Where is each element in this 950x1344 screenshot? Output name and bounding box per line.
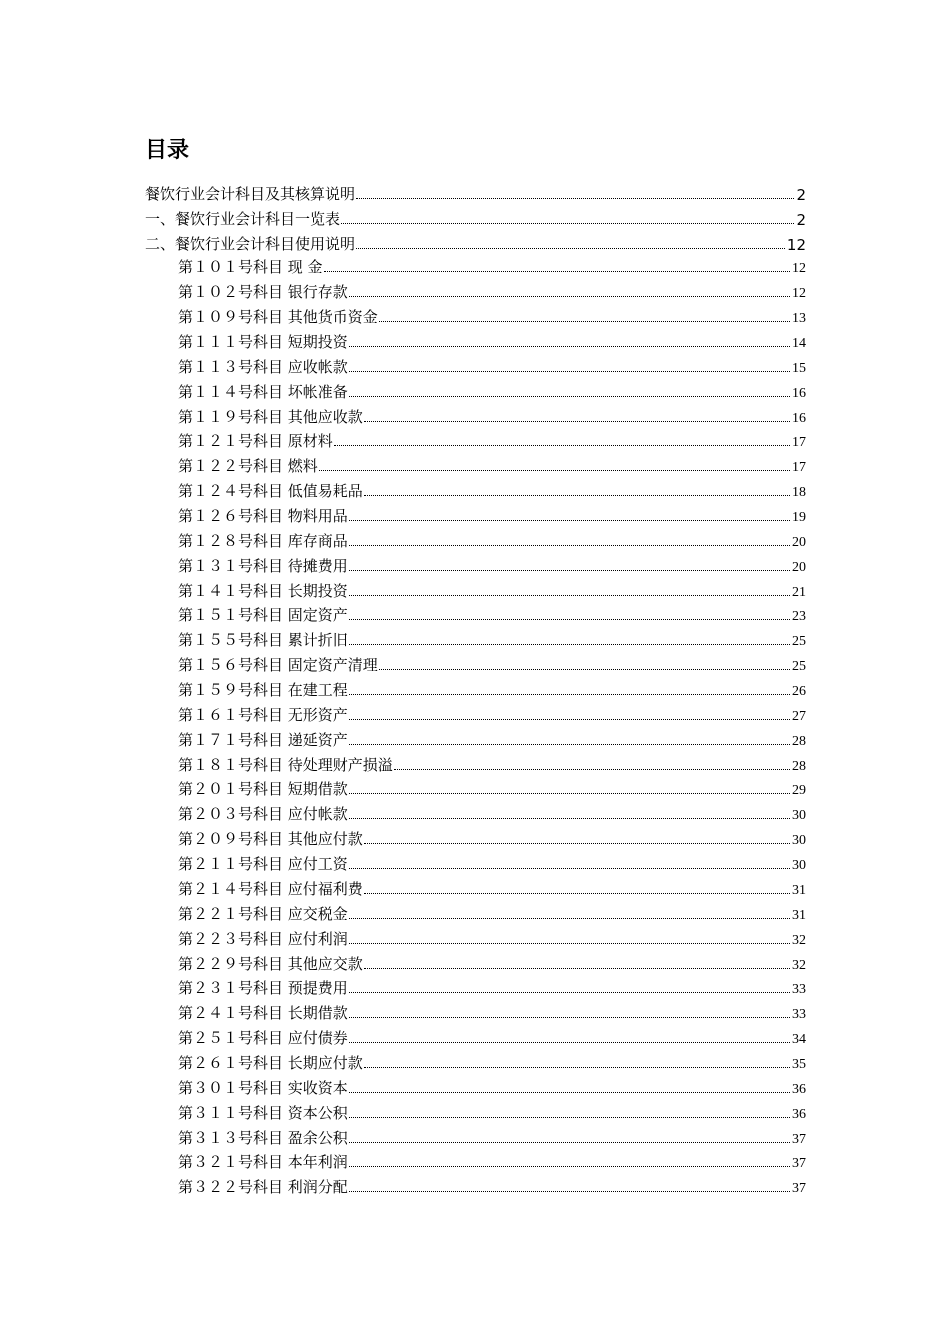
dot-leader (349, 793, 790, 794)
toc-entry[interactable] (145, 578, 806, 603)
toc-entry[interactable] (145, 453, 806, 478)
toc-entry-label: 第２６１号科目 长期应付款 (178, 1053, 363, 1072)
toc-entry[interactable] (145, 304, 806, 329)
toc-entry[interactable] (145, 478, 806, 503)
toc-entry-page-number: 17 (792, 435, 806, 451)
toc-entry-label: 第１２１号科目 原材料 (178, 432, 333, 451)
toc-entry[interactable] (145, 1025, 806, 1050)
toc-entry-label: 第２１１号科目 应付工资 (178, 855, 348, 874)
toc-entry-label: 第１２４号科目 低值易耗品 (178, 482, 363, 501)
toc-entry-label: 餐饮行业会计科目及其核算说明 (145, 184, 356, 203)
dot-leader (349, 296, 790, 297)
toc-entry-label: 第２４１号科目 长期借款 (178, 1004, 348, 1023)
toc-entry-label: 第２５１号科目 应付债券 (178, 1029, 348, 1048)
toc-entry[interactable] (145, 627, 806, 652)
toc-entry[interactable] (145, 528, 806, 553)
dot-leader (349, 744, 790, 745)
toc-entry-page-number: 21 (792, 584, 806, 600)
toc-entry-page-number: 37 (792, 1156, 806, 1172)
toc-entry-label: 第２２３号科目 应付利润 (178, 929, 348, 948)
dot-leader (319, 470, 790, 471)
toc-entry-label: 第１８１号科目 待处理财产损溢 (178, 755, 393, 774)
toc-entry[interactable] (145, 603, 806, 628)
toc-entry[interactable] (145, 1000, 806, 1025)
toc-entry[interactable] (145, 1050, 806, 1075)
dot-leader (364, 495, 790, 496)
dot-leader (349, 1117, 790, 1118)
dot-leader (349, 396, 790, 397)
toc-entry-label: 第１３１号科目 待摊费用 (178, 556, 348, 575)
toc-entry[interactable] (145, 205, 806, 230)
toc-entry[interactable] (145, 702, 806, 727)
toc-entry[interactable] (145, 876, 806, 901)
toc-entry[interactable] (145, 901, 806, 926)
toc-entry-label: 第３１３号科目 盈余公积 (178, 1128, 348, 1147)
toc-entry-page-number: 28 (792, 758, 806, 774)
toc-entry[interactable] (145, 429, 806, 454)
dot-leader (364, 421, 790, 422)
toc-entry[interactable] (145, 652, 806, 677)
toc-entry-label: 第１１４号科目 坏帐准备 (178, 382, 348, 401)
toc-entry-page-number: 34 (792, 1032, 806, 1048)
toc-entry[interactable] (145, 926, 806, 951)
dot-leader (349, 619, 790, 620)
toc-entry[interactable] (145, 826, 806, 851)
toc-entry-page-number: 13 (792, 311, 806, 327)
toc-entry-page-number: 12 (792, 261, 806, 277)
toc-entry-label: 一、餐饮行业会计科目一览表 (145, 209, 341, 228)
toc-entry-page-number: 37 (792, 1181, 806, 1197)
dot-leader (349, 1142, 790, 1143)
dot-leader (349, 1092, 790, 1093)
toc-entry-label: 第２０３号科目 应付帐款 (178, 805, 348, 824)
toc-entry[interactable] (145, 801, 806, 826)
toc-entry-label: 第１１９号科目 其他应收款 (178, 407, 363, 426)
dot-leader (379, 669, 790, 670)
toc-entry[interactable] (145, 976, 806, 1001)
dot-leader (349, 719, 790, 720)
dot-leader (349, 570, 790, 571)
toc-entry-page-number: 2 (796, 185, 806, 204)
toc-entry[interactable] (145, 503, 806, 528)
toc-entry-label: 第１０１号科目 现 金 (178, 258, 323, 277)
toc-entry-label: 第１７１号科目 递延资产 (178, 730, 348, 749)
dot-leader (364, 843, 790, 844)
toc-entry[interactable] (145, 1125, 806, 1150)
dot-leader (324, 271, 790, 272)
toc-entry[interactable] (145, 851, 806, 876)
toc-entry-label: 第１２８号科目 库存商品 (178, 531, 348, 550)
toc-entry-label: 二、餐饮行业会计科目使用说明 (145, 234, 356, 253)
toc-entry-label: 第２１４号科目 应付福利费 (178, 879, 363, 898)
dot-leader (394, 769, 790, 770)
toc-entry-page-number: 16 (792, 410, 806, 426)
dot-leader (349, 868, 790, 869)
toc-entry-page-number: 26 (792, 684, 806, 700)
toc-entry[interactable] (145, 727, 806, 752)
toc-entry-page-number: 31 (792, 882, 806, 898)
toc-entry-page-number: 23 (792, 609, 806, 625)
dot-leader (349, 918, 790, 919)
dot-leader (349, 694, 790, 695)
toc-entry-label: 第３０１号科目 实收资本 (178, 1078, 348, 1097)
toc-entry[interactable] (145, 230, 806, 255)
toc-entry-page-number: 20 (792, 534, 806, 550)
toc-entry-label: 第１４１号科目 长期投资 (178, 581, 348, 600)
toc-entry-label: 第１１３号科目 应收帐款 (178, 357, 348, 376)
dot-leader (364, 1067, 790, 1068)
toc-entry-page-number: 29 (792, 783, 806, 799)
dot-leader (379, 321, 790, 322)
toc-entry-page-number: 14 (792, 336, 806, 352)
dot-leader (334, 445, 790, 446)
toc-entry-page-number: 37 (792, 1131, 806, 1147)
toc-entry-page-number: 18 (792, 485, 806, 501)
dot-leader (364, 968, 790, 969)
dot-leader (356, 248, 785, 249)
toc-entry[interactable] (145, 180, 806, 205)
dot-leader (349, 1017, 790, 1018)
toc-entry[interactable] (145, 1075, 806, 1100)
toc-entry[interactable] (145, 752, 806, 777)
toc-entry-page-number: 20 (792, 559, 806, 575)
dot-leader (356, 198, 794, 199)
toc-entry-page-number: 16 (792, 385, 806, 401)
toc-entry-page-number: 25 (792, 659, 806, 675)
toc-entry-label: 第２２１号科目 应交税金 (178, 904, 348, 923)
toc-entry-label: 第３２２号科目 利润分配 (178, 1178, 348, 1197)
toc-entry-page-number: 12 (792, 286, 806, 302)
dot-leader (349, 1166, 790, 1167)
toc-entry-label: 第１５１号科目 固定资产 (178, 606, 348, 625)
toc-entry[interactable] (145, 1174, 806, 1199)
toc-entry-page-number: 25 (792, 634, 806, 650)
toc-entry[interactable] (145, 379, 806, 404)
table-of-contents (145, 180, 806, 1199)
toc-entry[interactable] (145, 404, 806, 429)
toc-entry-page-number: 30 (792, 808, 806, 824)
toc-entry-label: 第１１１号科目 短期投资 (178, 333, 348, 352)
toc-entry-page-number: 36 (792, 1106, 806, 1122)
toc-entry[interactable] (145, 329, 806, 354)
toc-entry-page-number: 30 (792, 833, 806, 849)
dot-leader (349, 1191, 790, 1192)
toc-entry-label: 第２２９号科目 其他应交款 (178, 954, 363, 973)
toc-entry-page-number: 32 (792, 957, 806, 973)
toc-entry-label: 第１６１号科目 无形资产 (178, 705, 348, 724)
dot-leader (349, 644, 790, 645)
toc-entry-label: 第３１１号科目 资本公积 (178, 1103, 348, 1122)
toc-entry[interactable] (145, 354, 806, 379)
dot-leader (349, 346, 790, 347)
toc-entry[interactable] (145, 951, 806, 976)
toc-entry[interactable] (145, 255, 806, 280)
toc-entry-label: 第２０９号科目 其他应付款 (178, 830, 363, 849)
toc-entry-label: 第１２２号科目 燃料 (178, 457, 318, 476)
toc-entry[interactable] (145, 279, 806, 304)
toc-entry-page-number: 35 (792, 1056, 806, 1072)
toc-entry-label: 第１５５号科目 累计折旧 (178, 631, 348, 650)
dot-leader (349, 595, 790, 596)
toc-entry-page-number: 2 (796, 210, 806, 229)
dot-leader (341, 223, 794, 224)
toc-entry-label: 第２０１号科目 短期借款 (178, 780, 348, 799)
toc-entry-page-number: 12 (786, 235, 806, 254)
dot-leader (349, 992, 790, 993)
toc-entry-page-number: 31 (792, 907, 806, 923)
toc-entry[interactable] (145, 553, 806, 578)
toc-entry-page-number: 15 (792, 360, 806, 376)
toc-entry-label: 第１５６号科目 固定资产清理 (178, 656, 378, 675)
toc-entry-page-number: 32 (792, 932, 806, 948)
dot-leader (349, 371, 790, 372)
toc-title: 目录 (145, 138, 190, 163)
toc-entry-page-number: 33 (792, 982, 806, 998)
toc-entry-page-number: 17 (792, 460, 806, 476)
toc-entry-page-number: 33 (792, 1007, 806, 1023)
toc-entry-page-number: 30 (792, 858, 806, 874)
toc-entry-label: 第２３１号科目 预提费用 (178, 979, 348, 998)
toc-entry-label: 第１５９号科目 在建工程 (178, 681, 348, 700)
toc-entry[interactable] (145, 677, 806, 702)
toc-entry[interactable] (145, 777, 806, 802)
dot-leader (349, 1042, 790, 1043)
toc-entry-page-number: 28 (792, 733, 806, 749)
dot-leader (349, 943, 790, 944)
dot-leader (364, 893, 790, 894)
toc-entry-label: 第１０２号科目 银行存款 (178, 283, 348, 302)
toc-entry-page-number: 19 (792, 510, 806, 526)
toc-entry-page-number: 36 (792, 1081, 806, 1097)
toc-entry-page-number: 27 (792, 708, 806, 724)
dot-leader (349, 545, 790, 546)
toc-entry-label: 第３２１号科目 本年利润 (178, 1153, 348, 1172)
toc-entry-label: 第１０９号科目 其他货币资金 (178, 308, 378, 327)
toc-entry[interactable] (145, 1100, 806, 1125)
dot-leader (349, 818, 790, 819)
toc-entry[interactable] (145, 1150, 806, 1175)
toc-entry-label: 第１２６号科目 物料用品 (178, 507, 348, 526)
dot-leader (349, 520, 790, 521)
